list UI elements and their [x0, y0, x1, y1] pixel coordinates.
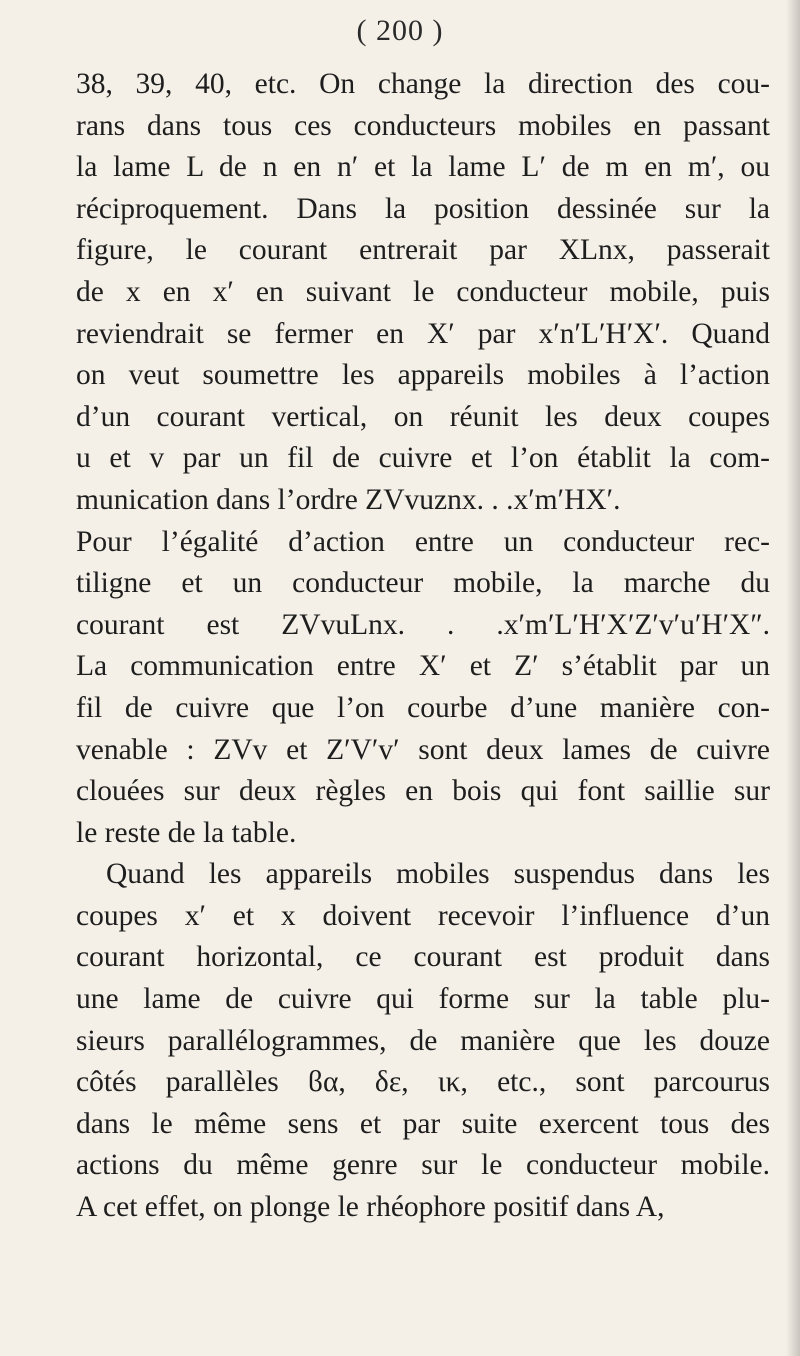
- text-line: Pour l’égalité d’action entre un conducteur rec-: [76, 525, 770, 558]
- text-line: sieurs parallélogrammes, de manière que les douze: [76, 1024, 770, 1057]
- text-line: reviendrait se fermer en X′ par x′n′L′H′X′. Quand: [76, 317, 770, 350]
- text-line: venable : ZVv et Z′V′v′ sont deux lames de cuivre: [76, 733, 770, 766]
- text-line: figure, le courant entrerait par XLnx, passerait: [76, 234, 770, 267]
- body-text: [76, 64, 770, 1229]
- text-line: la lame L de n en n′ et la lame L′ de m en m′, ou: [76, 151, 770, 184]
- text-line: A cet effet, on plonge le rhéophore positif dans A,: [76, 1191, 665, 1224]
- page-edge-shadow: [786, 0, 800, 1356]
- text-line: côtés parallèles ϐα, δε, ικ, etc., sont parcourus: [76, 1066, 770, 1099]
- text-line: réciproquement. Dans la position dessinée sur la: [76, 192, 770, 225]
- text-line: rans dans tous ces conducteurs mobiles en passant: [76, 109, 770, 142]
- text-line: munication dans l’ordre ZVvuznx. . .x′m′HX′.: [76, 483, 621, 516]
- text-line: d’un courant vertical, on réunit les deux coupes: [76, 400, 770, 433]
- text-line: Quand les appareils mobiles suspendus dans les: [106, 858, 770, 891]
- text-line: courant est ZVvuLnx. . .x′m′L′H′X′Z′v′u′H′X″.: [76, 608, 770, 641]
- text-line: fil de cuivre que l’on courbe d’une manière con-: [76, 691, 770, 724]
- text-line: le reste de la table.: [76, 816, 297, 849]
- text-line: La communication entre X′ et Z′ s’établit par un: [76, 650, 770, 683]
- text-line: de x en x′ en suivant le conducteur mobile, puis: [76, 275, 770, 308]
- text-line: on veut soumettre les appareils mobiles à l’action: [76, 359, 770, 392]
- text-line: clouées sur deux règles en bois qui font saillie sur: [76, 775, 770, 808]
- text-line: u et v par un fil de cuivre et l’on établit la com-: [76, 442, 770, 475]
- text-line: courant horizontal, ce courant est produit dans: [76, 941, 770, 974]
- text-line: une lame de cuivre qui forme sur la table plu-: [76, 983, 770, 1016]
- page-number: ( 200 ): [356, 14, 444, 47]
- text-line: dans le même sens et par suite exercent tous des: [76, 1107, 770, 1140]
- text-line: actions du même genre sur le conducteur mobile.: [76, 1149, 770, 1182]
- text-line: 38, 39, 40, etc. On change la direction des cou-: [76, 68, 770, 100]
- text-line: tiligne et un conducteur mobile, la marche du: [76, 567, 770, 600]
- text-line: coupes x′ et x doivent recevoir l’influence d’un: [76, 899, 770, 932]
